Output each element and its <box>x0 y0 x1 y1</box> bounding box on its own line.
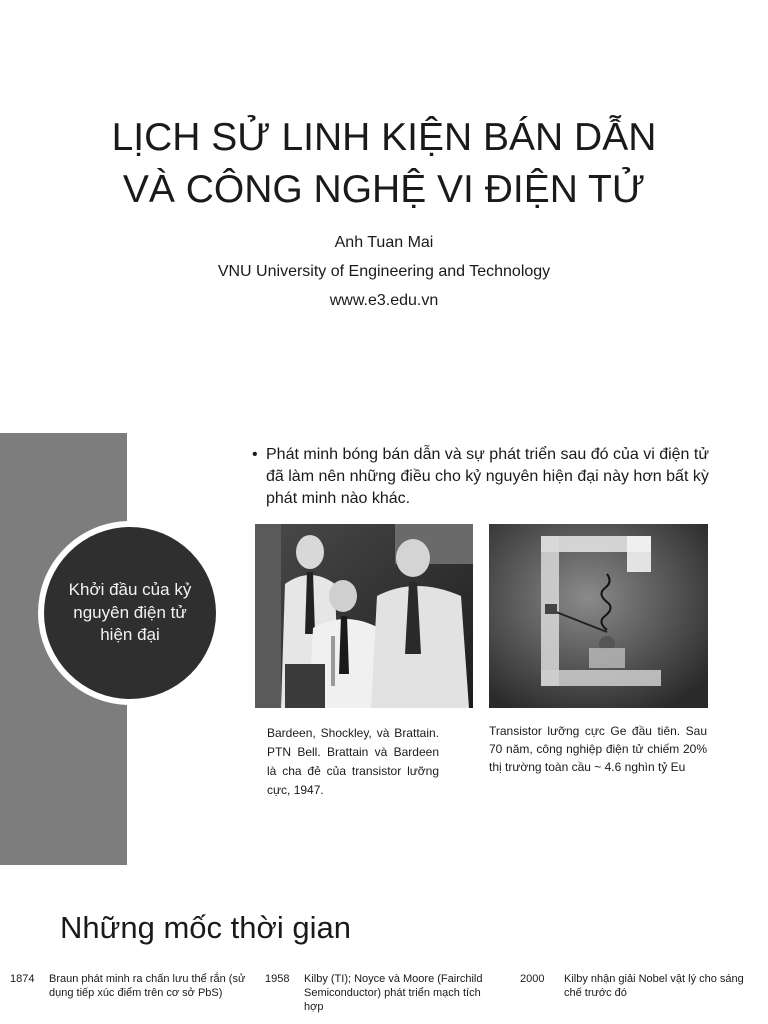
bullet-text: Phát minh bóng bán dẫn và sự phát triển sau đó của vi điện tử đã làm nên những điều cho kỷ nguyên hiện đại này hơn bất kỳ phát minh nào khác. <box>266 446 710 507</box>
page-title <box>0 112 768 216</box>
timeline-year: 1958 <box>265 973 290 985</box>
author-affiliation: VNU University of Engineering and Technology <box>217 263 551 280</box>
transistor-caption: Transistor lưỡng cực Ge đầu tiên. Sau 70 năm, công nghiệp điện tử chiếm 20% thị trường toàn cầu ~ 4.6 nghìn tỷ Eu <box>489 724 707 774</box>
bullet-dot-icon: • <box>252 446 258 463</box>
timeline-year: 1874 <box>10 973 35 985</box>
scientists-photo-illustration <box>255 524 473 708</box>
transistor-photo <box>489 524 708 708</box>
title-line-1: LỊCH SỬ LINH KIỆN BÁN DẪN <box>111 116 657 159</box>
circle-label-text: Khởi đầu của kỷ nguyên điện tử hiện đại <box>68 580 192 645</box>
timeline-text: Kilby (TI); Noyce và Moore (Fairchild Semiconductor) phát triển mạch tích hợp <box>304 973 483 1013</box>
title-line-2: VÀ CÔNG NGHỆ VI ĐIỆN TỬ <box>122 168 646 211</box>
section-circle-label <box>44 527 216 699</box>
author-name: Anh Tuan Mai <box>334 234 434 251</box>
scientists-photo <box>255 524 473 708</box>
timeline-text: Kilby nhận giải Nobel vật lý cho sáng chế trước đó <box>564 973 744 999</box>
scientists-caption: Bardeen, Shockley, và Brattain. PTN Bell. Brattain và Bardeen là cha đẻ của transistor lưỡng cực, 1947. <box>267 726 439 797</box>
author-website: www.e3.edu.vn <box>329 292 439 309</box>
timeline-text: Braun phát minh ra chấn lưu thể rắn (sử dụng tiếp xúc điểm trên cơ sở PbS) <box>49 973 246 999</box>
transistor-photo-illustration <box>489 524 708 708</box>
timeline-title: Những mốc thời gian <box>60 910 351 945</box>
bullet-point <box>252 444 712 510</box>
author-block <box>0 228 768 315</box>
timeline-year: 2000 <box>520 973 545 985</box>
